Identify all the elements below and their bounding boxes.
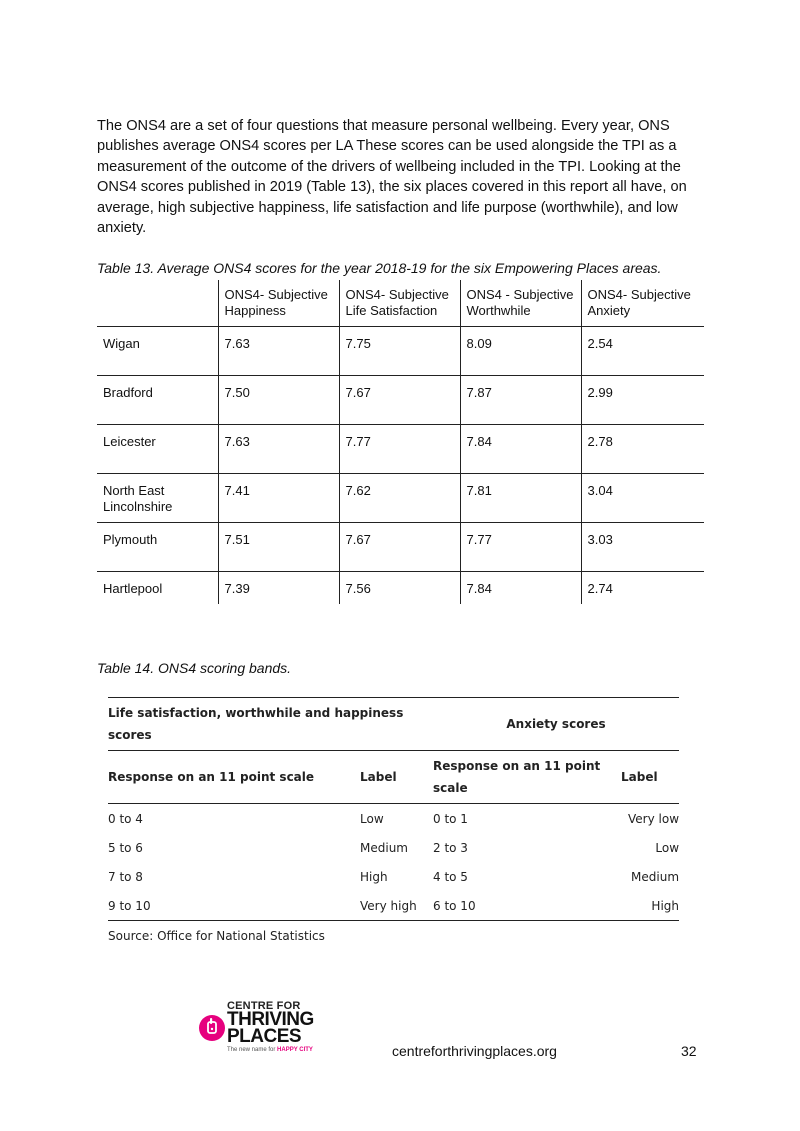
- table-row: [97, 572, 704, 605]
- score-label: Very high: [360, 891, 433, 921]
- worthwhile-score: 7.84: [460, 425, 581, 474]
- life-satisfaction-score: 7.67: [339, 376, 460, 425]
- anxiety-score: 2.78: [581, 425, 704, 474]
- worthwhile-score: 7.87: [460, 376, 581, 425]
- worthwhile-score: 7.84: [460, 572, 581, 605]
- table13-header-worthwhile: ONS4 - Subjective Worthwhile: [460, 280, 581, 327]
- logo-tagline: [227, 1047, 313, 1053]
- logo-tagline-brand: HAPPY CITY: [277, 1047, 313, 1053]
- anxiety-label: Very low: [628, 811, 680, 826]
- page-number: 32: [681, 1043, 697, 1059]
- happiness-score: 7.63: [218, 327, 339, 376]
- happiness-score: 7.51: [218, 523, 339, 572]
- ons4-scores-table: [97, 280, 704, 604]
- logo-text-line2: THRIVING: [227, 1009, 314, 1030]
- table13-header-anxiety: ONS4- Subjective Anxiety: [581, 280, 704, 327]
- area-name: Plymouth: [97, 523, 218, 572]
- column-header-anxiety-response: Response on an 11 point scale: [433, 751, 621, 804]
- anxiety-range: 0 to 1: [433, 811, 468, 826]
- table13-header-row: [97, 280, 704, 327]
- life-satisfaction-score: 7.67: [339, 523, 460, 572]
- worthwhile-score: 7.77: [460, 523, 581, 572]
- table-row: [108, 891, 679, 921]
- table14-group-header-row: [108, 698, 679, 751]
- intro-paragraph: The ONS4 are a set of four questions that measure personal wellbeing. Every year, ONS publishes average ONS4 scores per LA These scores can be used alongside the TPI as a measurement of the outcome of the drivers of wellbeing included in the TPI. Looking at the ONS4 scores published in 2019 (Table 13), the six places covered in this report all have, on average, high subjective happiness, life satisfaction and life purpose (worthwhile), and low anxiety.: [97, 118, 687, 237]
- anxiety-score: 3.03: [581, 523, 704, 572]
- column-header-label: Label: [360, 751, 433, 804]
- happiness-score: 7.50: [218, 376, 339, 425]
- anxiety-score: 2.54: [581, 327, 704, 376]
- ons4-bands-table: [108, 697, 679, 921]
- table13-header-life-satisfaction: ONS4- Subjective Life Satisfaction: [339, 280, 460, 327]
- column-header-response: Response on an 11 point scale: [108, 751, 360, 804]
- area-name: Wigan: [97, 327, 218, 376]
- life-satisfaction-score: 7.77: [339, 425, 460, 474]
- anxiety-score: 3.04: [581, 474, 704, 523]
- table-row: [108, 804, 679, 834]
- anxiety-range: 6 to 10: [433, 891, 621, 921]
- area-name: Bradford: [97, 376, 218, 425]
- life-satisfaction-score: 7.56: [339, 572, 460, 605]
- table14-caption: Table 14. ONS4 scoring bands.: [97, 660, 292, 676]
- happiness-score: 7.41: [218, 474, 339, 523]
- logo-mark-icon: [198, 1014, 226, 1042]
- logo-text-line3: PLACES: [227, 1026, 302, 1047]
- happiness-score: 7.39: [218, 572, 339, 605]
- group-header-anxiety: Anxiety scores: [433, 698, 679, 751]
- table-row: [97, 327, 704, 376]
- score-range: 7 to 8: [108, 869, 143, 884]
- area-name: Leicester: [97, 425, 218, 474]
- table-row: [97, 474, 704, 523]
- source-note: Source: Office for National Statistics: [108, 929, 325, 943]
- anxiety-label: Low: [655, 840, 680, 855]
- table13-header-area: [97, 280, 218, 327]
- score-label: Medium: [360, 840, 408, 855]
- table-row: [108, 862, 679, 891]
- score-label: Low: [360, 811, 384, 826]
- table-row: [97, 425, 704, 474]
- group-header-life-satisfaction: Life satisfaction, worthwhile and happiness scores: [108, 698, 433, 751]
- table13-caption: Table 13. Average ONS4 scores for the year 2018-19 for the six Empowering Places areas.: [97, 260, 662, 276]
- anxiety-label: Medium: [631, 869, 680, 884]
- table-row: [108, 833, 679, 862]
- worthwhile-score: 7.81: [460, 474, 581, 523]
- table-row: [97, 523, 704, 572]
- score-range: 0 to 4: [108, 811, 143, 826]
- anxiety-score: 2.99: [581, 376, 704, 425]
- area-name: Hartlepool: [103, 581, 163, 596]
- worthwhile-score: 8.09: [460, 327, 581, 376]
- anxiety-label: High: [621, 891, 679, 921]
- anxiety-range: 4 to 5: [433, 869, 468, 884]
- website-link[interactable]: centreforthrivingplaces.org: [392, 1043, 557, 1059]
- score-label: High: [360, 869, 388, 884]
- score-range: 5 to 6: [108, 840, 143, 855]
- anxiety-score: 2.74: [581, 572, 704, 605]
- life-satisfaction-score: 7.75: [339, 327, 460, 376]
- logo-tagline-text: The new name for: [227, 1047, 276, 1053]
- table-row: [97, 376, 704, 425]
- score-range: 9 to 10: [108, 891, 360, 921]
- life-satisfaction-score: 7.62: [339, 474, 460, 523]
- table13-header-happiness: ONS4- Subjective Happiness: [218, 280, 339, 327]
- anxiety-range: 2 to 3: [433, 840, 468, 855]
- column-header-anxiety-label: Label: [621, 751, 679, 804]
- logo-text-line1: CENTRE FOR: [227, 1000, 301, 1012]
- table14-column-header-row: [108, 751, 679, 804]
- happiness-score: 7.63: [218, 425, 339, 474]
- centre-for-thriving-places-logo: [198, 1000, 338, 1060]
- area-name: North East Lincolnshire: [97, 474, 218, 523]
